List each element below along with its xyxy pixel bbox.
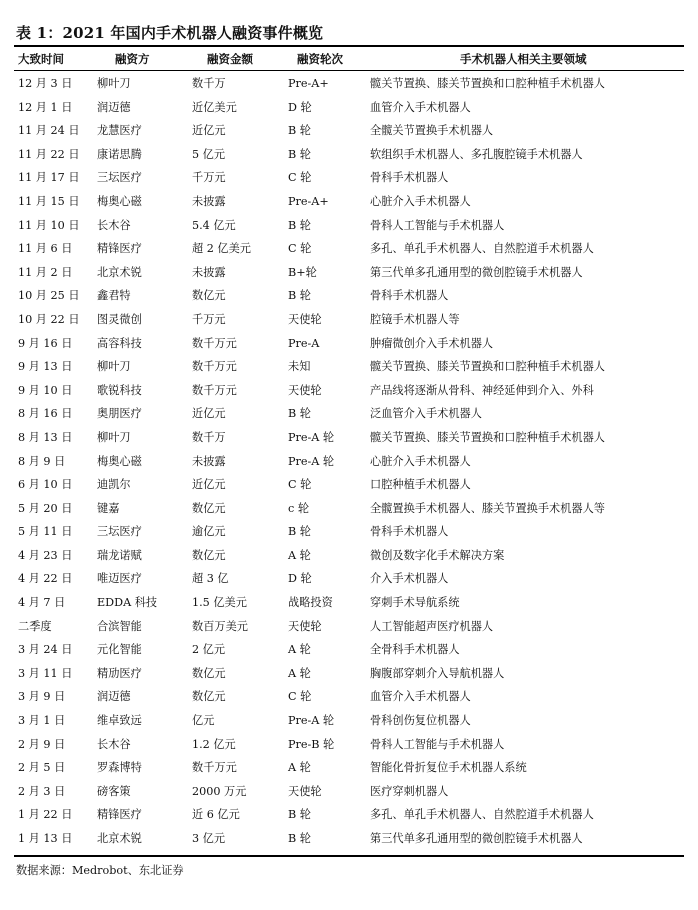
table-row: [0, 120, 698, 144]
time-cell: 11 月 22 日: [18, 147, 80, 161]
financier-cell: 柳叶刀: [97, 430, 131, 444]
round-cell: C 轮: [288, 242, 312, 256]
domain-cell: 肿瘤微创介入手术机器人: [370, 336, 494, 350]
amount-cell: 1.5 亿美元: [192, 596, 247, 610]
financier-cell: 梅奥心磁: [97, 194, 142, 208]
time-cell: 2 月 5 日: [18, 761, 66, 775]
amount-cell: 2 亿元: [192, 643, 226, 657]
domain-cell: 心脏介入手术机器人: [370, 454, 471, 468]
table-row: [0, 781, 698, 805]
time-cell: 12 月 3 日: [18, 77, 73, 90]
time-cell: 3 月 24 日: [18, 643, 73, 657]
table-row: [0, 545, 698, 569]
domain-cell: 全髋置换手术机器人、膝关节置换手术机器人等: [370, 501, 605, 515]
time-cell: 4 月 7 日: [18, 596, 66, 610]
domain-cell: 口腔种植手术机器人: [370, 478, 471, 492]
table-row: [0, 73, 698, 97]
domain-cell: 医疗穿刺机器人: [370, 784, 449, 798]
financier-cell: 罗森博特: [97, 761, 142, 775]
time-cell: 2 月 3 日: [18, 784, 66, 798]
time-cell: 8 月 16 日: [18, 407, 73, 421]
domain-cell: 骨科手术机器人: [370, 289, 449, 303]
domain-cell: 腔镜手术机器人等: [370, 312, 460, 326]
round-cell: A 轮: [288, 548, 311, 562]
table-row: [0, 686, 698, 710]
amount-cell: 数千万元: [192, 383, 237, 397]
table-row: [0, 663, 698, 687]
domain-cell: 软组织手术机器人、多孔腹腔镜手术机器人: [370, 147, 583, 161]
header-domain: 手术机器人相关主要领域: [460, 52, 587, 66]
amount-cell: 数千万元: [192, 360, 237, 374]
table-row: [0, 451, 698, 475]
financier-cell: 柳叶刀: [97, 77, 131, 90]
financier-cell: 精锋医疗: [97, 242, 142, 256]
round-cell: A 轮: [288, 666, 311, 680]
header-financier: 融资方: [115, 52, 150, 66]
amount-cell: 亿元: [192, 714, 215, 728]
domain-cell: 骨科人工智能与手术机器人: [370, 737, 505, 751]
domain-cell: 心脏介入手术机器人: [370, 194, 471, 208]
table-row: [0, 828, 698, 852]
time-cell: 1 月 22 日: [18, 808, 73, 822]
round-cell: Pre-A 轮: [288, 454, 335, 468]
time-cell: 11 月 6 日: [18, 242, 73, 256]
amount-cell: 数千万: [192, 77, 226, 90]
top-rule: [14, 45, 684, 47]
table-row: [0, 144, 698, 168]
financier-cell: EDDA 科技: [97, 596, 158, 610]
round-cell: D 轮: [288, 100, 312, 114]
financier-cell: 北京术锐: [97, 265, 142, 279]
domain-cell: 产品线将逐渐从骨科、神经延伸到介入、外科: [370, 383, 594, 397]
round-cell: c 轮: [288, 501, 310, 515]
time-cell: 二季度: [18, 619, 52, 633]
table-row: [0, 191, 698, 215]
domain-cell: 全髋关节置换手术机器人: [370, 124, 494, 138]
financier-cell: 维卓致远: [97, 714, 142, 728]
amount-cell: 数亿元: [192, 501, 226, 515]
domain-cell: 介入手术机器人: [370, 572, 449, 586]
table-row: [0, 710, 698, 734]
financier-cell: 三坛医疗: [97, 171, 142, 185]
financier-cell: 梅奥心磁: [97, 454, 142, 468]
table-title: 表 1：2021 年国内手术机器人融资事件概览: [16, 24, 324, 42]
financier-cell: 键嘉: [97, 501, 120, 515]
amount-cell: 近亿元: [192, 124, 226, 138]
amount-cell: 数千万: [192, 430, 226, 444]
table-row: [0, 474, 698, 498]
table-row: [0, 592, 698, 616]
domain-cell: 髋关节置换、膝关节置换和口腔种植手术机器人: [370, 430, 605, 444]
round-cell: C 轮: [288, 690, 312, 704]
time-cell: 10 月 25 日: [18, 289, 80, 303]
amount-cell: 近 6 亿元: [192, 808, 240, 822]
round-cell: 未知: [288, 360, 311, 374]
time-cell: 11 月 17 日: [18, 171, 80, 185]
table-row: [0, 639, 698, 663]
round-cell: Pre-A 轮: [288, 430, 335, 444]
amount-cell: 1.2 亿元: [192, 737, 236, 751]
table-row: [0, 97, 698, 121]
time-cell: 4 月 22 日: [18, 572, 73, 586]
time-cell: 12 月 1 日: [18, 100, 73, 114]
financier-cell: 磅客策: [97, 784, 131, 798]
amount-cell: 2000 万元: [192, 784, 247, 798]
table-row: [0, 521, 698, 545]
amount-cell: 3 亿元: [192, 832, 226, 845]
financier-cell: 康诺思腾: [97, 147, 142, 161]
domain-cell: 髋关节置换、膝关节置换和口腔种植手术机器人: [370, 77, 605, 90]
domain-cell: 微创及数字化手术解决方案: [370, 548, 505, 562]
financier-cell: 鑫君特: [97, 289, 131, 303]
table-row: [0, 757, 698, 781]
round-cell: B 轮: [288, 808, 311, 822]
amount-cell: 超 2 亿美元: [192, 242, 251, 256]
amount-cell: 近亿元: [192, 407, 226, 421]
amount-cell: 未披露: [192, 265, 226, 279]
table-row: [0, 215, 698, 239]
time-cell: 11 月 24 日: [18, 124, 80, 138]
header-time: 大致时间: [18, 52, 64, 66]
domain-cell: 多孔、单孔手术机器人、自然腔道手术机器人: [370, 808, 594, 822]
domain-cell: 骨科人工智能与手术机器人: [370, 218, 505, 232]
domain-cell: 髋关节置换、膝关节置换和口腔种植手术机器人: [370, 360, 605, 374]
round-cell: C 轮: [288, 171, 312, 185]
time-cell: 5 月 11 日: [18, 525, 73, 539]
amount-cell: 数千万元: [192, 336, 237, 350]
time-cell: 6 月 10 日: [18, 478, 73, 492]
financier-cell: 精锋医疗: [97, 808, 142, 822]
table-row: [0, 498, 698, 522]
amount-cell: 5.4 亿元: [192, 218, 236, 232]
amount-cell: 千万元: [192, 312, 226, 326]
round-cell: B 轮: [288, 407, 311, 421]
round-cell: A 轮: [288, 643, 311, 657]
financier-cell: 龙慧医疗: [97, 124, 142, 138]
round-cell: 天使轮: [288, 784, 322, 798]
round-cell: Pre-A+: [288, 194, 329, 208]
amount-cell: 数亿元: [192, 690, 226, 704]
domain-cell: 骨科创伤复位机器人: [370, 714, 471, 728]
time-cell: 4 月 23 日: [18, 548, 73, 562]
data-source: 数据来源：Medrobot、东北证券: [16, 864, 184, 877]
time-cell: 11 月 2 日: [18, 265, 73, 279]
round-cell: B 轮: [288, 218, 311, 232]
financier-cell: 北京术锐: [97, 832, 142, 845]
table-row: [0, 734, 698, 758]
table-row: [0, 356, 698, 380]
financier-cell: 润迈德: [97, 690, 131, 704]
financier-cell: 高容科技: [97, 336, 142, 350]
domain-cell: 第三代单多孔通用型的微创腔镜手术机器人: [370, 265, 583, 279]
domain-cell: 骨科手术机器人: [370, 525, 449, 539]
financier-cell: 三坛医疗: [97, 525, 142, 539]
round-cell: 天使轮: [288, 383, 322, 397]
table-row: [0, 568, 698, 592]
round-cell: Pre-A+: [288, 77, 329, 90]
domain-cell: 全骨科手术机器人: [370, 643, 460, 657]
table-body: [0, 73, 698, 852]
time-cell: 2 月 9 日: [18, 737, 66, 751]
header-amount: 融资金额: [207, 52, 253, 66]
table-row: [0, 616, 698, 640]
amount-cell: 数百万美元: [192, 619, 248, 633]
time-cell: 11 月 10 日: [18, 218, 80, 232]
round-cell: 战略投资: [288, 596, 333, 610]
domain-cell: 第三代单多孔通用型的微创腔镜手术机器人: [370, 832, 583, 845]
domain-cell: 穿刺手术导航系统: [370, 596, 460, 610]
round-cell: D 轮: [288, 572, 312, 586]
amount-cell: 超 3 亿: [192, 572, 229, 586]
table-row: [0, 380, 698, 404]
time-cell: 1 月 13 日: [18, 832, 73, 845]
financier-cell: 长木谷: [97, 737, 131, 751]
financier-cell: 迪凯尔: [97, 478, 131, 492]
time-cell: 8 月 9 日: [18, 454, 66, 468]
round-cell: B 轮: [288, 147, 311, 161]
amount-cell: 近亿美元: [192, 100, 237, 114]
table-row: [0, 427, 698, 451]
amount-cell: 千万元: [192, 171, 226, 185]
amount-cell: 未披露: [192, 454, 226, 468]
table-row: [0, 333, 698, 357]
financier-cell: 柳叶刀: [97, 360, 131, 374]
domain-cell: 胸腹部穿刺介入导航机器人: [370, 666, 505, 680]
time-cell: 3 月 9 日: [18, 690, 66, 704]
time-cell: 10 月 22 日: [18, 312, 80, 326]
round-cell: C 轮: [288, 478, 312, 492]
domain-cell: 智能化骨折复位手术机器人系统: [370, 761, 527, 775]
amount-cell: 5 亿元: [192, 147, 226, 161]
round-cell: B 轮: [288, 832, 311, 845]
header-round: 融资轮次: [297, 52, 343, 66]
time-cell: 9 月 13 日: [18, 360, 73, 374]
round-cell: B+轮: [288, 265, 317, 279]
round-cell: B 轮: [288, 124, 311, 138]
time-cell: 9 月 10 日: [18, 383, 73, 397]
financier-cell: 长木谷: [97, 218, 131, 232]
domain-cell: 泛血管介入手术机器人: [370, 407, 482, 421]
amount-cell: 数亿元: [192, 666, 226, 680]
domain-cell: 骨科手术机器人: [370, 171, 449, 185]
table-row: [0, 262, 698, 286]
financier-cell: 歌锐科技: [97, 383, 142, 397]
table-row: [0, 238, 698, 262]
financier-cell: 唯迈医疗: [97, 572, 142, 586]
domain-cell: 多孔、单孔手术机器人、自然腔道手术机器人: [370, 242, 594, 256]
header-rule: [14, 70, 684, 71]
amount-cell: 数亿元: [192, 289, 226, 303]
round-cell: Pre-A 轮: [288, 714, 335, 728]
table-row: [0, 167, 698, 191]
round-cell: B 轮: [288, 289, 311, 303]
amount-cell: 近亿元: [192, 478, 226, 492]
amount-cell: 逾亿元: [192, 525, 226, 539]
amount-cell: 数亿元: [192, 548, 226, 562]
table-row: [0, 309, 698, 333]
time-cell: 5 月 20 日: [18, 501, 73, 515]
financier-cell: 元化智能: [97, 643, 142, 657]
time-cell: 3 月 1 日: [18, 714, 66, 728]
bottom-rule: [14, 855, 684, 857]
domain-cell: 血管介入手术机器人: [370, 690, 471, 704]
table-row: [0, 403, 698, 427]
financier-cell: 图灵微创: [97, 312, 142, 326]
round-cell: Pre-B 轮: [288, 737, 335, 751]
financier-cell: 瑞龙诺赋: [97, 548, 142, 562]
round-cell: B 轮: [288, 525, 311, 539]
domain-cell: 血管介入手术机器人: [370, 100, 471, 114]
round-cell: 天使轮: [288, 619, 322, 633]
time-cell: 8 月 13 日: [18, 430, 73, 444]
financier-cell: 精劢医疗: [97, 666, 142, 680]
time-cell: 3 月 11 日: [18, 666, 73, 680]
table-row: [0, 804, 698, 828]
table-row: [0, 285, 698, 309]
domain-cell: 人工智能超声医疗机器人: [370, 619, 494, 633]
round-cell: A 轮: [288, 761, 311, 775]
financier-cell: 合滨智能: [97, 619, 142, 633]
round-cell: Pre-A: [288, 336, 320, 350]
financier-cell: 润迈德: [97, 100, 131, 114]
amount-cell: 数千万元: [192, 761, 237, 775]
time-cell: 11 月 15 日: [18, 194, 80, 208]
financier-cell: 奥朋医疗: [97, 407, 142, 421]
amount-cell: 未披露: [192, 194, 226, 208]
time-cell: 9 月 16 日: [18, 336, 73, 350]
round-cell: 天使轮: [288, 312, 322, 326]
